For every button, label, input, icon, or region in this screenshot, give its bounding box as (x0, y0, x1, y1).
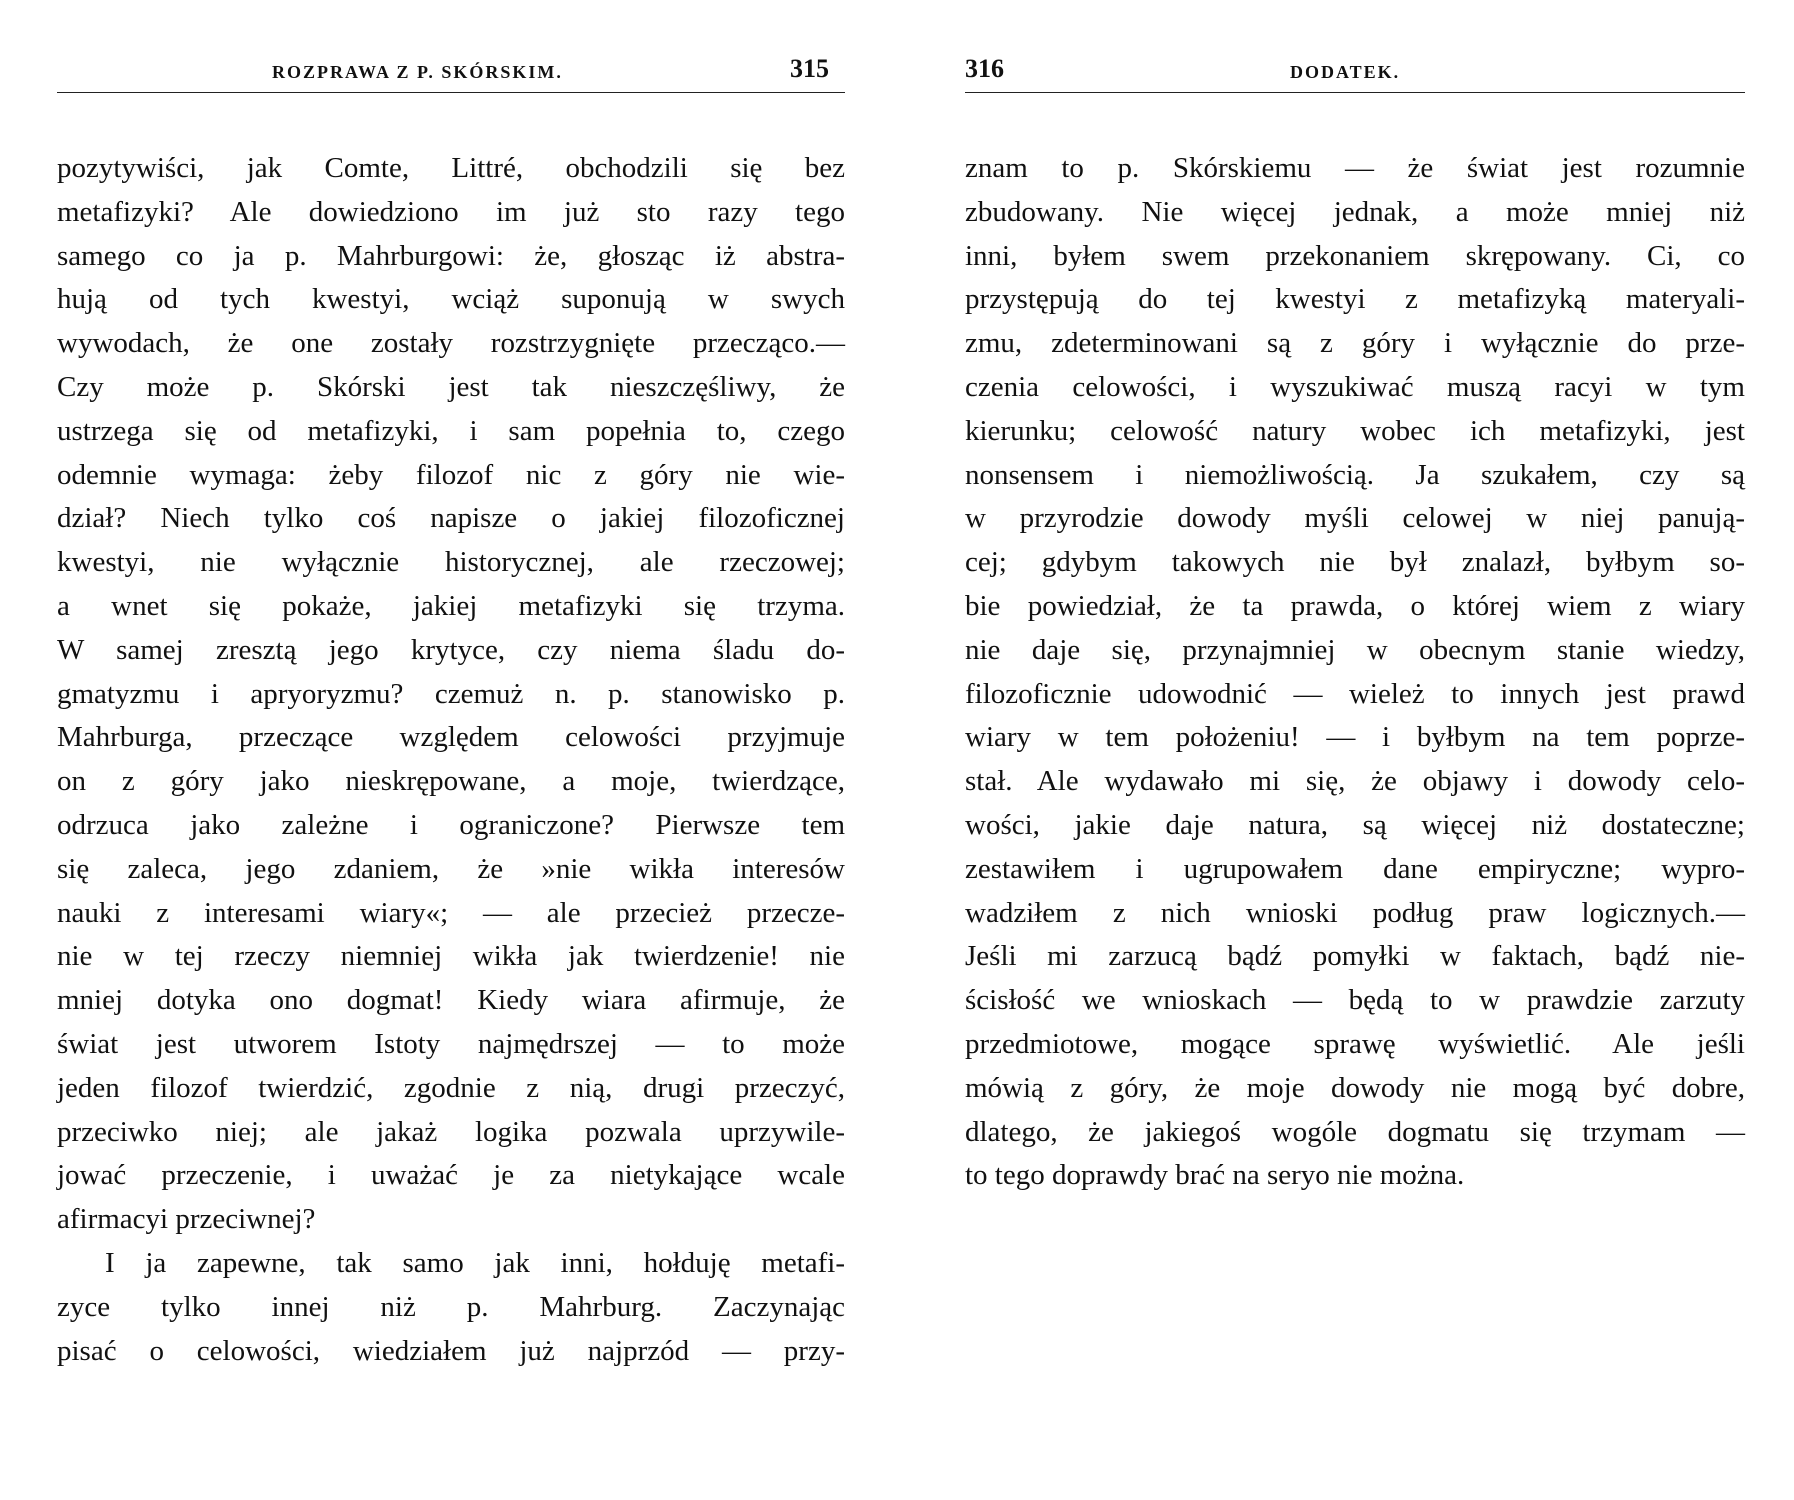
text-line: afirmacyi przeciwnej? (57, 1203, 316, 1236)
text-line: W samej zresztą jego krytyce, czy niema śladu do- (57, 633, 845, 666)
text-line: przystępują do tej kwestyi z metafizyką materyali- (965, 283, 1745, 316)
text-line: nie daje się, przynajmniej w obecnym stanie wiedzy, (965, 633, 1745, 666)
text-line: jować przeczenie, i uważać je za nietykające wcale (57, 1159, 845, 1192)
page-number: 316 (965, 54, 1004, 83)
paragraph-start-line: I ja zapewne, tak samo jak inni, hołduję metafi- (105, 1246, 845, 1279)
text-line: nauki z interesami wiary«; — ale przecież przecze- (57, 896, 845, 929)
text-line: zyce tylko innej niż p. Mahrburg. Zaczynając (57, 1290, 845, 1323)
left-page (57, 0, 845, 1500)
text-line: nie w tej rzeczy niemniej wikła jak twierdzenie! nie (57, 940, 845, 973)
text-line: mówią z góry, że moje dowody nie mogą być dobre, (965, 1071, 1745, 1104)
text-line: nonsensem i niemożliwością. Ja szukałem, czy są (965, 458, 1745, 491)
text-line: Czy może p. Skórski jest tak nieszczęśliwy, że (57, 370, 845, 403)
left-page-header (57, 56, 845, 93)
text-line: wywodach, że one zostały rozstrzygnięte przecząco.— (57, 327, 845, 360)
right-page (965, 0, 1745, 1500)
text-line: cej; gdybym takowych nie był znalazł, byłbym so- (965, 546, 1745, 579)
text-line: Mahrburga, przeczące względem celowości przyjmuje (57, 721, 845, 754)
text-line: wości, jakie daje natura, są więcej niż dostateczne; (965, 808, 1745, 841)
text-line: filozoficznie udowodnić — wieleż to innych jest prawd (965, 677, 1745, 710)
text-line: wadziłem z nich wnioski podług praw logicznych.— (965, 896, 1745, 929)
text-line: przeciwko niej; ale jakaż logika pozwala uprzywile- (57, 1115, 845, 1148)
text-line: pisać o celowości, wiedziałem już najprzód — przy- (57, 1334, 845, 1367)
right-page-header (965, 56, 1745, 93)
text-line: zbudowany. Nie więcej jednak, a może mniej niż (965, 195, 1745, 228)
text-line: odemnie wymaga: żeby filozof nic z góry nie wie- (57, 458, 845, 491)
text-line: ustrzega się od metafizyki, i sam popełnia to, czego (57, 414, 845, 447)
left-page-body (57, 147, 845, 1373)
running-title: DODATEK. (1290, 62, 1401, 82)
text-line: samego co ja p. Mahrburgowi: że, głosząc iż abstra- (57, 239, 845, 272)
text-line: on z góry jako nieskrępowane, a moje, twierdzące, (57, 765, 845, 798)
text-line: w przyrodzie dowody myśli celowej w niej panują- (965, 502, 1745, 535)
text-line: kwestyi, nie wyłącznie historycznej, ale rzeczowej; (57, 546, 845, 579)
text-line: to tego doprawdy brać na seryo nie można. (965, 1159, 1465, 1192)
text-line: stał. Ale wydawało mi się, że objawy i dowody celo- (965, 765, 1745, 798)
text-line: kierunku; celowość natury wobec ich metafizyki, jest (965, 414, 1745, 447)
running-title: ROZPRAWA Z P. SKÓRSKIM. (272, 62, 563, 82)
page-number: 315 (790, 54, 829, 83)
text-line: czenia celowości, i wyszukiwać muszą racyi w tym (965, 370, 1745, 403)
text-line: mniej dotyka ono dogmat! Kiedy wiara afirmuje, że (57, 984, 845, 1017)
text-line: gmatyzmu i apryoryzmu? czemuż n. p. stanowisko p. (57, 677, 845, 710)
text-line: a wnet się pokaże, jakiej metafizyki się trzyma. (57, 589, 845, 622)
text-line: hują od tych kwestyi, wciąż suponują w swych (57, 283, 845, 316)
text-line: zestawiłem i ugrupowałem dane empiryczne; wypro- (965, 852, 1745, 885)
right-page-body (965, 147, 1745, 1198)
text-line: dział? Niech tylko coś napisze o jakiej filozoficznej (57, 502, 845, 535)
text-line: odrzuca jako zależne i ograniczone? Pierwsze tem (57, 808, 845, 841)
text-line: dlatego, że jakiegoś wogóle dogmatu się trzymam — (965, 1115, 1745, 1148)
text-line: przedmiotowe, mogące sprawę wyświetlić. Ale jeśli (965, 1027, 1745, 1060)
text-line: jeden filozof twierdzić, zgodnie z nią, drugi przeczyć, (57, 1071, 845, 1104)
text-line: bie powiedział, że ta prawda, o której wiem z wiary (965, 589, 1745, 622)
text-line: inni, byłem swem przekonaniem skrępowany. Ci, co (965, 239, 1745, 272)
text-line: wiary w tem położeniu! — i byłbym na tem poprze- (965, 721, 1745, 754)
text-line: pozytywiści, jak Comte, Littré, obchodzili się bez (57, 152, 845, 184)
text-line: Jeśli mi zarzucą bądź pomyłki w faktach, bądź nie- (965, 940, 1745, 973)
text-line: świat jest utworem Istoty najmędrszej — to może (57, 1027, 845, 1060)
text-line: ścisłość we wnioskach — będą to w prawdzie zarzuty (965, 984, 1745, 1017)
text-line: metafizyki? Ale dowiedziono im już sto razy tego (57, 195, 845, 228)
text-line: znam to p. Skórskiemu — że świat jest rozumnie (965, 152, 1745, 184)
text-line: się zaleca, jego zdaniem, że »nie wikła interesów (57, 852, 845, 885)
text-line: zmu, zdeterminowani są z góry i wyłącznie do prze- (965, 327, 1745, 360)
